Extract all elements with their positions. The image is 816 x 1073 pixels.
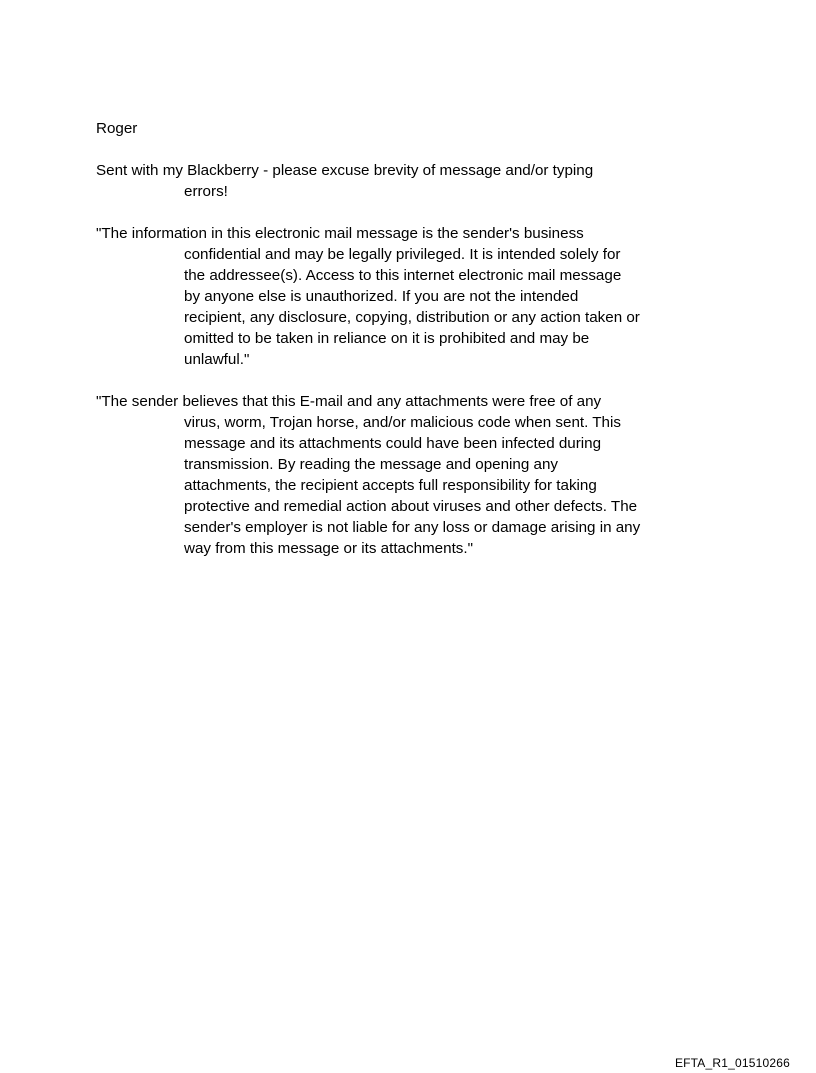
confidentiality-notice: "The information in this electronic mail message is the sender's business confidential and may be legally privileged. It is intended solely for the addressee(s). Access to this internet electronic mail message by anyone else is unauthorized. If you are not the intended recipient, any disclosure, copying, distribution or any action taken or omitted to be taken in reliance on it is prohibited and may be unlawful." <box>96 225 640 368</box>
document-id: EFTA_R1_01510266 <box>674 1056 790 1070</box>
email-body <box>96 118 641 559</box>
sent-note: Sent with my Blackberry - please excuse brevity of message and/or typing errors! <box>96 162 594 200</box>
salutation: Roger <box>96 120 138 137</box>
spacer <box>96 139 641 160</box>
spacer <box>96 370 641 391</box>
virus-disclaimer: "The sender believes that this E-mail and any attachments were free of any virus, worm, Trojan horse, and/or malicious code when sent. This message and its attachments could have been infected during transmission. By reading the message and opening any attachments, the recipient accepts full responsibility for taking protective and remedial action about viruses and other defects. The sender's employer is not liable for any loss or damage arising in any way from this message or its attachments." <box>96 393 641 557</box>
spacer <box>96 202 641 223</box>
